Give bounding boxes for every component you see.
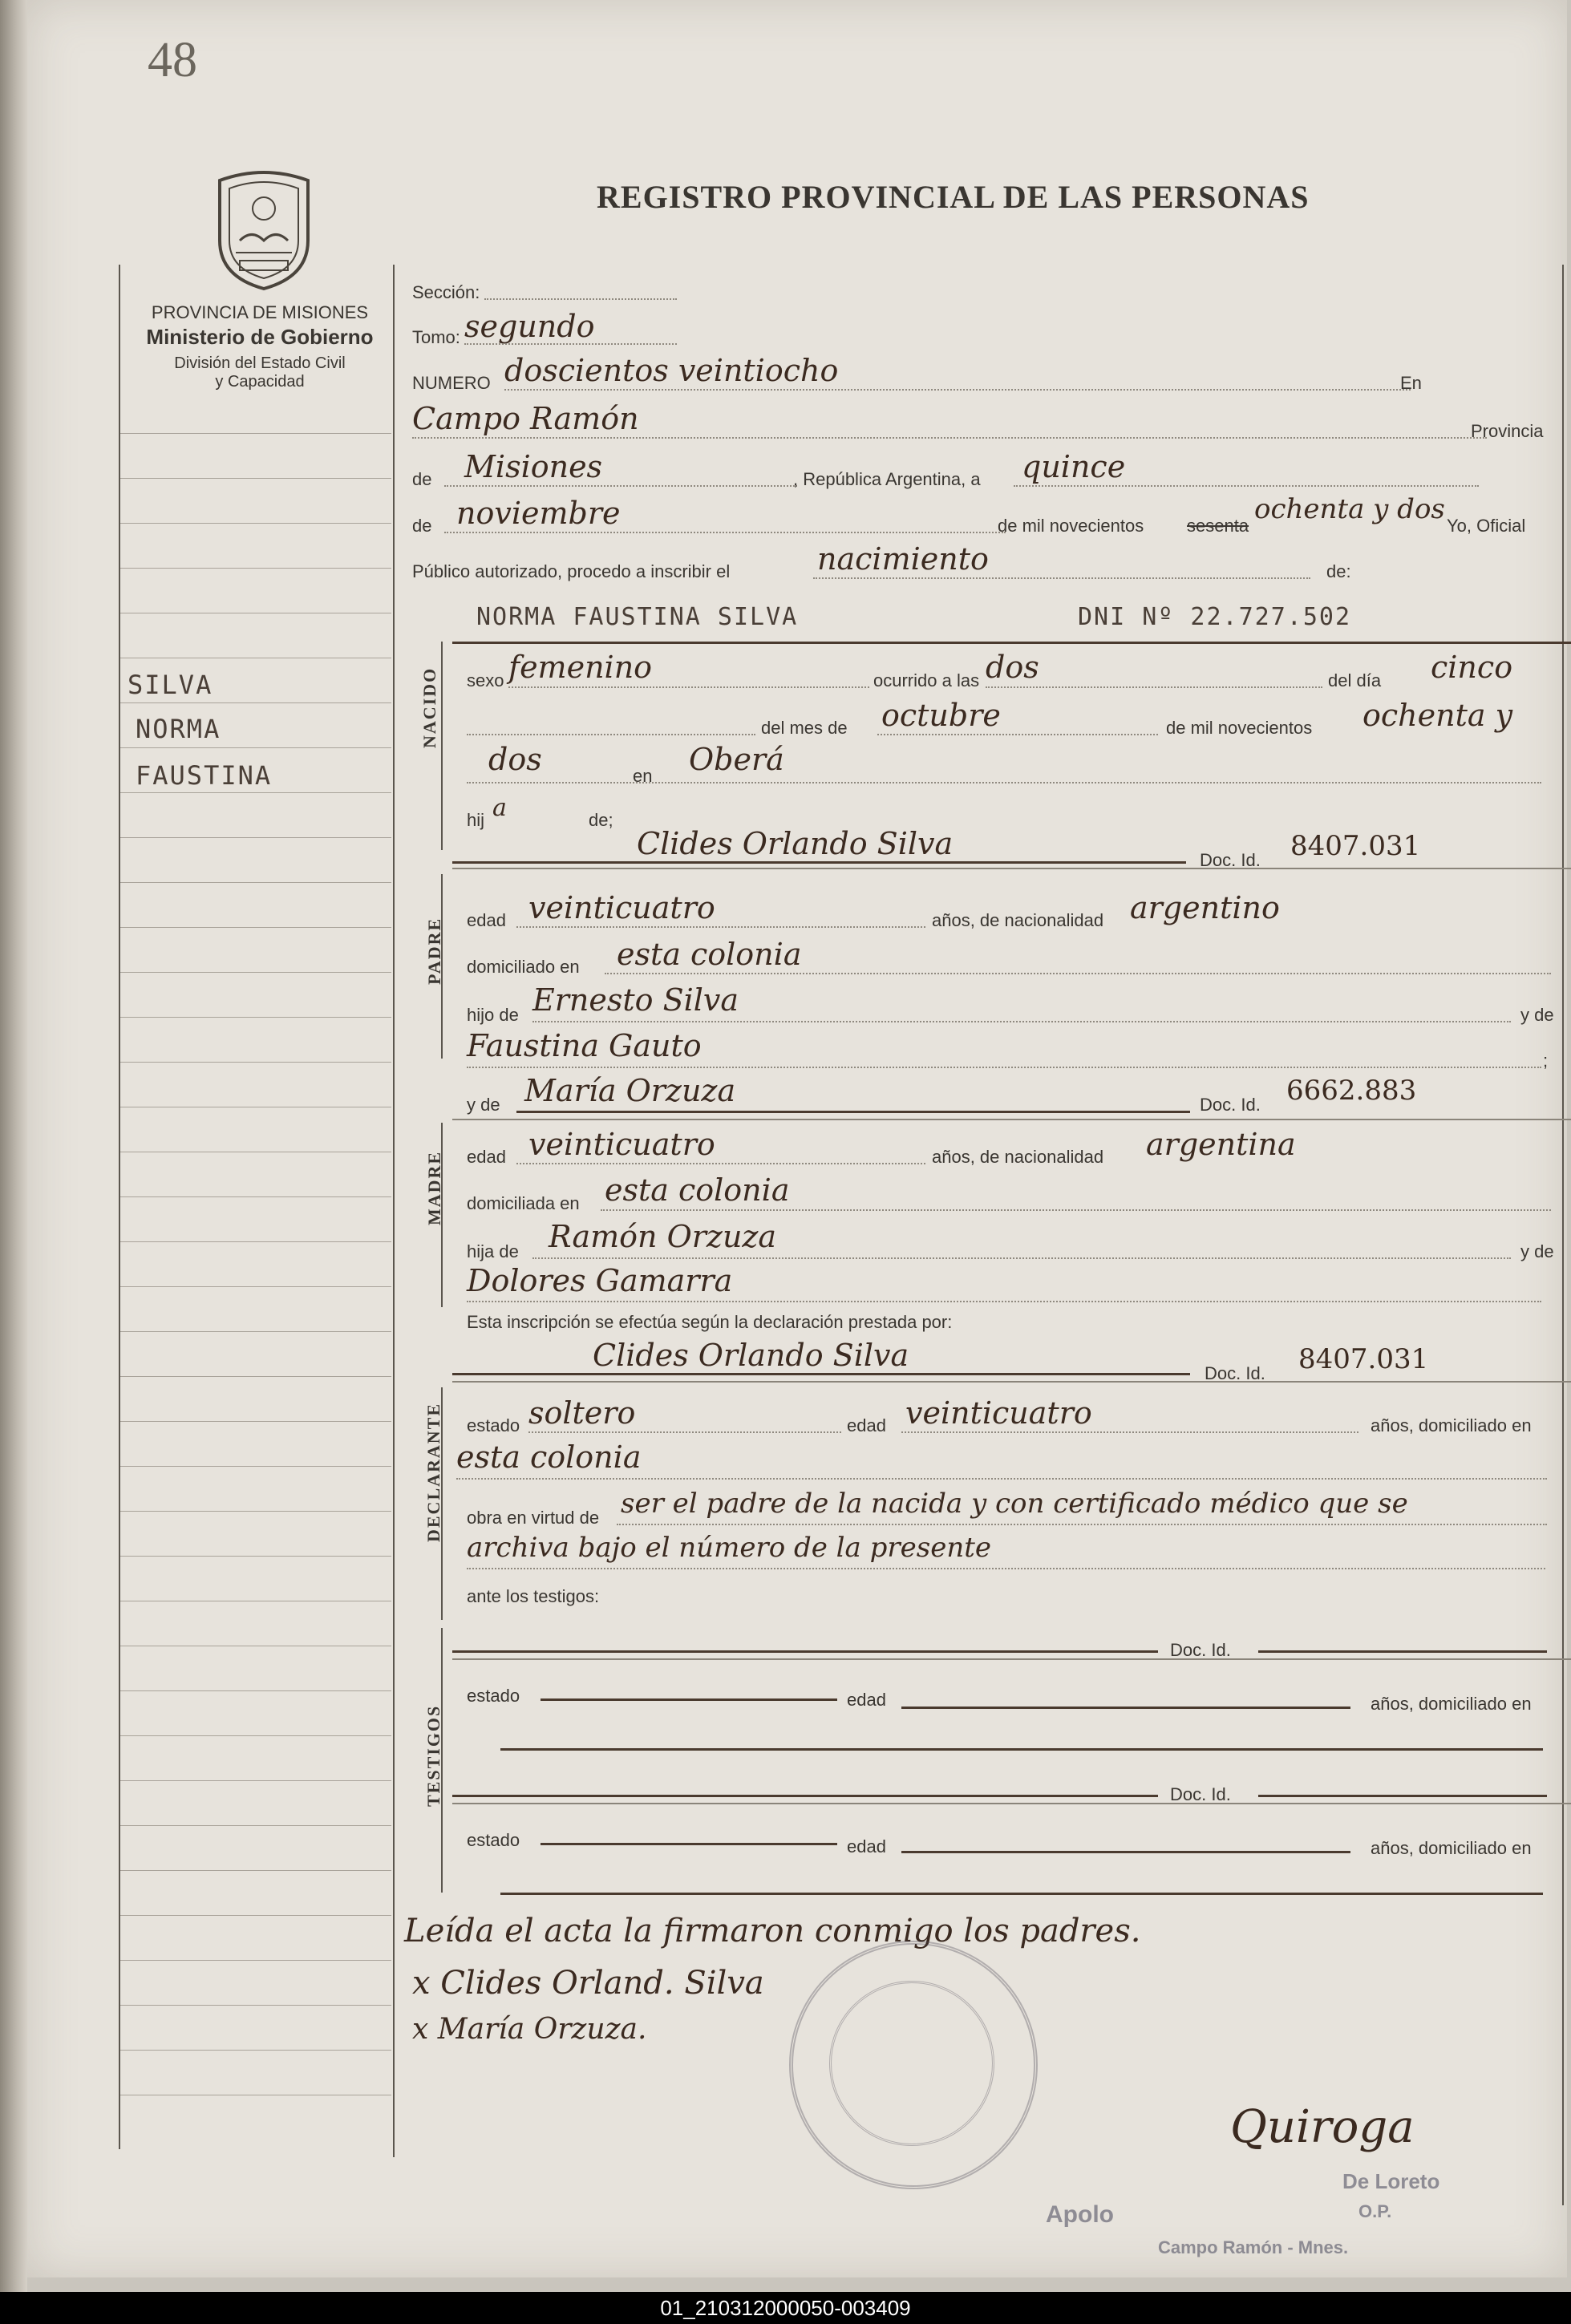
acto-dots: [813, 577, 1310, 579]
mil-label: de mil novecientos: [998, 516, 1144, 536]
declarante-obra-dots-2: [467, 1568, 1545, 1569]
hij-suffix: a: [492, 794, 507, 822]
padre-nombre-underline: [452, 861, 1186, 864]
mes-pre-dots: [467, 734, 755, 735]
madre-y-de-label: y de: [467, 1095, 500, 1115]
margin-rule-line: [120, 1241, 391, 1242]
stamp-place: Campo Ramón - Mnes.: [1158, 2237, 1349, 2257]
madre-bracket: [441, 1123, 443, 1307]
image-id-bar: 01_210312000050-003409: [0, 2292, 1571, 2324]
declarante-edad-label: edad: [847, 1415, 886, 1435]
padre-doc-value: 8407.031: [1290, 830, 1421, 862]
madre-edad-label: edad: [467, 1147, 506, 1167]
provincia-label: Provincia: [1471, 421, 1544, 441]
margin-rule-line: [120, 1825, 391, 1826]
del-dia-label: del día: [1328, 670, 1382, 690]
de-label: de: [412, 469, 432, 489]
madre-y-de-2: y de: [1520, 1241, 1554, 1261]
struck-sesenta: sesenta: [1187, 516, 1249, 536]
hij-label: hij: [467, 810, 485, 830]
padre-y-de-label: y de: [1520, 1005, 1554, 1025]
madre-domicilio-label: domiciliada en: [467, 1193, 580, 1213]
numero-label: NUMERO: [412, 373, 491, 393]
place-dots: [412, 437, 1487, 439]
declarante-obra-value: ser el padre de la nacida y con certificado médico que se: [621, 1488, 1408, 1520]
sexo-label: sexo: [467, 670, 504, 690]
padre-padre-de: Ernesto Silva: [532, 982, 739, 1018]
madre-padre-de: Ramón Orzuza: [549, 1219, 777, 1254]
dia-value: quince: [1022, 449, 1126, 484]
numero-value: doscientos veintiocho: [504, 353, 839, 388]
madre-hija-label: hija de: [467, 1241, 519, 1261]
declarante-bracket: [441, 1387, 443, 1620]
margin-rule-line: [120, 1286, 391, 1287]
marginal-note-line-3: FAUSTINA: [136, 760, 273, 791]
testigos-intro-label: ante los testigos:: [467, 1586, 600, 1606]
testigo1-domicilio-label: años, domiciliado en: [1371, 1694, 1532, 1714]
testigo2-doc-line: [1258, 1795, 1547, 1797]
margin-rule-line: [120, 1870, 391, 1871]
declarante-intro: Esta inscripción se efectúa según la declaración prestada por:: [467, 1312, 953, 1332]
del-mes-label: del mes de: [761, 718, 848, 738]
anio-value: ochenta y dos: [1254, 493, 1445, 525]
madre-domicilio-dots: [601, 1209, 1551, 1211]
padre-madre-dots: [467, 1067, 1541, 1068]
margin-rule-line: [120, 1780, 391, 1781]
declarante-domicilio-dots: [456, 1478, 1547, 1480]
declarante-nombre: Clides Orlando Silva: [593, 1338, 909, 1373]
hora-dots: [986, 686, 1322, 688]
declarante-edad-value: veinticuatro: [905, 1395, 1092, 1431]
declarante-nombre-underline: [452, 1373, 1190, 1375]
margin-rule-line: [120, 972, 391, 973]
padre-domicilio-label: domiciliado en: [467, 957, 580, 977]
official-seal-inner: [829, 1981, 994, 2146]
marginal-note-line-2: NORMA: [136, 714, 221, 744]
declarante-domicilio-label: años, domiciliado en: [1371, 1415, 1532, 1435]
madre-domicilio-value: esta colonia: [605, 1172, 790, 1208]
place-value: Campo Ramón: [412, 401, 639, 436]
register-page: [27, 0, 1567, 2277]
hora-value: dos: [986, 650, 1039, 685]
de-label-2: de: [412, 516, 432, 536]
dia-nacido-value: cinco: [1431, 650, 1513, 685]
padre-hijo-label: hijo de: [467, 1005, 519, 1025]
margin-left-border: [119, 265, 120, 2149]
section-label-madre: MADRE: [424, 1150, 444, 1225]
margin-rule-line: [120, 1690, 391, 1691]
de-colon-label: de:: [1326, 561, 1351, 581]
anio-nacido-value-2: dos: [488, 742, 542, 777]
publico-label: Público autorizado, procedo a inscribir el: [412, 561, 731, 581]
margin-rule-line: [120, 2005, 391, 2006]
stamp-surname-fragment: De Loreto: [1342, 2169, 1440, 2193]
testigo2-estado-line: [541, 1843, 837, 1845]
margin-rule-line: [120, 433, 391, 434]
declarante-estado-value: soltero: [528, 1395, 636, 1431]
stamp-initials: O.P.: [1358, 2201, 1392, 2221]
page-number: 48: [148, 33, 197, 87]
seccion-dots: [484, 298, 677, 300]
margin-rule-line: [120, 1915, 391, 1916]
tomo-value: segundo: [464, 309, 595, 344]
margin-rule-line: [120, 837, 391, 838]
testigo1-nombre-line: [452, 1650, 1158, 1653]
testigos-mid-rule: [452, 1803, 1571, 1804]
ministry-label: Ministerio de Gobierno: [146, 325, 374, 349]
madre-hija-dots: [532, 1257, 1511, 1259]
madre-doc-label: Doc. Id.: [1200, 1095, 1261, 1115]
book-spine-edge: [0, 0, 27, 2324]
padre-bracket: [441, 874, 443, 1059]
margin-rule-line: [120, 747, 391, 748]
testigo1-estado-label: estado: [467, 1686, 520, 1706]
madre-doc-value: 6662.883: [1286, 1075, 1417, 1107]
declarante-obra-label: obra en virtud de: [467, 1508, 600, 1528]
margin-rule-line: [120, 882, 391, 883]
padre-semicolon: ;: [1543, 1051, 1549, 1071]
division-label-1: División del Estado Civil: [174, 354, 346, 372]
declarante-doc-label: Doc. Id.: [1205, 1363, 1265, 1383]
mes-nacido-value: octubre: [881, 698, 1001, 733]
mes-dots: [444, 532, 1006, 533]
testigo2-doc-label: Doc. Id.: [1170, 1784, 1231, 1804]
testigo1-domicilio-line: [500, 1748, 1543, 1751]
acto-value: nacimiento: [817, 541, 989, 577]
margin-rule-line: [120, 1960, 391, 1961]
section-label-padre: PADRE: [424, 917, 444, 985]
padre-edad-value: veinticuatro: [528, 890, 715, 925]
closing-line-2: x Clides Orland. Silva: [412, 1965, 764, 2002]
lugar-dots: [467, 782, 1541, 783]
mil-nacido-label: de mil novecientos: [1166, 718, 1313, 738]
margin-rule-line: [120, 568, 391, 569]
declarante-estado-label: estado: [467, 1415, 520, 1435]
ministry-block: [115, 302, 404, 391]
page-right-border: [1562, 265, 1564, 2205]
margin-rule-line: [120, 702, 391, 703]
madre-edad-value: veinticuatro: [528, 1127, 715, 1162]
mes-nacido-dots: [877, 734, 1158, 735]
margin-rule-line: [120, 1331, 391, 1332]
margin-rule-line: [120, 1017, 391, 1018]
province-label: PROVINCIA DE MISIONES: [151, 302, 369, 322]
testigo1-doc-label: Doc. Id.: [1170, 1640, 1231, 1660]
padre-nac-label: años, de nacionalidad: [932, 910, 1104, 930]
madre-nac-label: años, de nacionalidad: [932, 1147, 1104, 1167]
madre-top-rule: [452, 1119, 1571, 1120]
tomo-label: Tomo:: [412, 327, 460, 347]
margin-rule-line: [120, 1556, 391, 1557]
en-label: En: [1400, 373, 1422, 393]
testigo2-domicilio-label: años, domiciliado en: [1371, 1838, 1532, 1858]
seccion-label: Sección:: [412, 282, 480, 302]
sexo-dots: [508, 686, 869, 688]
testigos-bracket: [441, 1628, 443, 1893]
padre-domicilio-dots: [605, 973, 1551, 974]
lugar-value: Oberá: [689, 742, 784, 777]
margin-rule-line: [120, 2050, 391, 2051]
margin-rule-line: [120, 1376, 391, 1377]
republica-label: , República Argentina, a: [793, 469, 981, 489]
madre-madre-dots: [467, 1301, 1541, 1302]
margin-rule-line: [120, 523, 391, 524]
testigo1-edad-label: edad: [847, 1690, 886, 1710]
testigo2-domicilio-line: [500, 1893, 1543, 1895]
margin-rule-line: [120, 1466, 391, 1467]
madre-madre-de: Dolores Gamarra: [467, 1263, 733, 1298]
madre-nombre: María Orzuza: [524, 1073, 736, 1108]
declarante-obra-dots: [617, 1524, 1547, 1525]
madre-nombre-underline: [516, 1111, 1190, 1113]
closing-line-1: Leída el acta la firmaron conmigo los padres.: [404, 1913, 1141, 1949]
tomo-dots: [464, 343, 677, 345]
section-label-testigos: TESTIGOS: [423, 1704, 443, 1807]
padre-domicilio-value: esta colonia: [617, 937, 802, 972]
provincia-value: Misiones: [464, 449, 603, 484]
padre-hijo-dots: [532, 1021, 1511, 1022]
dia-dots: [1014, 485, 1479, 487]
margin-rule-line: [120, 1062, 391, 1063]
margin-rule-line: [120, 1511, 391, 1512]
margin-rule-line: [120, 1735, 391, 1736]
padre-nac-value: argentino: [1130, 890, 1280, 925]
section-label-nacido: NACIDO: [419, 666, 439, 748]
testigo1-edad-line: [901, 1707, 1350, 1709]
nacido-name-underline: [452, 642, 1571, 644]
page-title: REGISTRO PROVINCIAL DE LAS PERSONAS: [597, 179, 1310, 215]
padre-top-rule: [452, 868, 1571, 869]
testigo2-nombre-line: [452, 1795, 1158, 1797]
margin-right-border: [393, 265, 395, 2157]
madre-nac-value: argentina: [1146, 1127, 1296, 1162]
section-label-declarante: DECLARANTE: [423, 1402, 443, 1542]
declarante-doc-value: 8407.031: [1298, 1343, 1429, 1375]
testigo2-edad-line: [901, 1851, 1350, 1853]
padre-doc-label: Doc. Id.: [1200, 850, 1261, 870]
declarante-top-rule: [452, 1381, 1571, 1383]
nacido-dni: DNI Nº 22.727.502: [1078, 603, 1352, 631]
margin-rule-line: [120, 927, 391, 928]
de-semicolon-label: de;: [589, 810, 613, 830]
margin-rule-line: [120, 1196, 391, 1197]
madre-edad-dots: [516, 1163, 925, 1164]
padre-nombre: Clides Orlando Silva: [637, 826, 954, 861]
division-label-2: y Capacidad: [215, 373, 305, 391]
testigo1-doc-line: [1258, 1650, 1547, 1653]
margin-rule-line: [120, 792, 391, 793]
provincia-dots: [444, 485, 797, 487]
anio-nacido-value: ochenta y: [1362, 698, 1513, 733]
testigos-top-rule: [452, 1658, 1571, 1660]
declarante-domicilio-value: esta colonia: [456, 1439, 642, 1475]
declarante-estado-dots: [528, 1431, 841, 1433]
nacido-name: NORMA FAUSTINA SILVA: [476, 603, 799, 631]
stamp-name-fragment: Apolo: [1046, 2201, 1114, 2228]
testigo2-edad-label: edad: [847, 1836, 886, 1856]
testigo2-estado-label: estado: [467, 1830, 520, 1850]
sexo-value: femenino: [508, 650, 653, 685]
closing-line-3: x María Orzuza.: [412, 2013, 647, 2046]
numero-dots: [504, 389, 1411, 391]
margin-rule-line: [120, 1421, 391, 1422]
nacido-bracket: [441, 642, 443, 850]
testigo1-estado-line: [541, 1698, 837, 1701]
padre-edad-dots: [516, 926, 925, 928]
en-nacido-label: en: [633, 766, 653, 786]
margin-rule-line: [120, 478, 391, 479]
mes-value: noviembre: [456, 496, 621, 531]
declarante-obra-value-2: archiva bajo el número de la presente: [467, 1532, 992, 1564]
oficial-label: Yo, Oficial: [1447, 516, 1526, 536]
padre-madre-de: Faustina Gauto: [467, 1028, 702, 1063]
padre-edad-label: edad: [467, 910, 506, 930]
declarante-edad-dots: [901, 1431, 1358, 1433]
ocurrido-label: ocurrido a las: [873, 670, 980, 690]
official-signature: Quiroga: [1230, 2101, 1415, 2153]
marginal-note-line-1: SILVA: [128, 670, 213, 700]
coat-of-arms-emblem: [204, 164, 324, 293]
